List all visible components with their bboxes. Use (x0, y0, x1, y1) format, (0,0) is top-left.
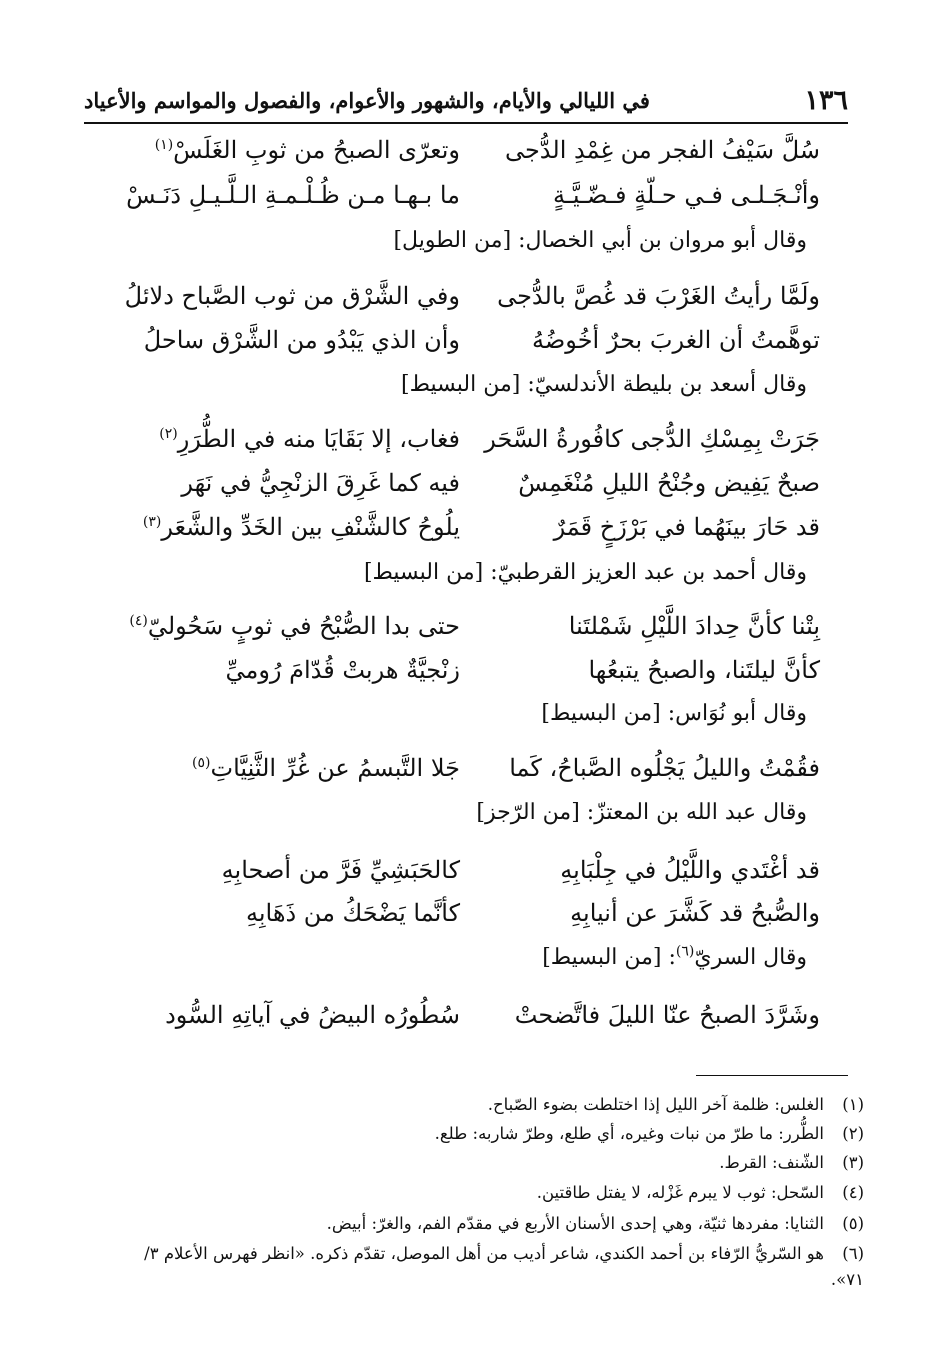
footnote-marker: (٢) (159, 426, 178, 442)
running-title: في الليالي والأيام، والشهور والأعوام، والفصول والمواسم والأعياد (84, 87, 650, 113)
footnote-number: (٦) (842, 1244, 864, 1263)
footnote-marker: (٣) (142, 514, 162, 530)
verse-line (160, 419, 820, 459)
poem-attribution: وقال أسعد بن بليطة الأندلسيّ: [من البسيط] (401, 372, 807, 397)
poem-attribution: وقال أبو مروان بن أبي الخصال: [من الطويل] (393, 228, 807, 253)
footnote-marker: (٥) (192, 755, 211, 771)
verse-line (160, 748, 820, 788)
footnote-text: هو السّريُّ الرّفاء بن أحمد الكندي، شاعر أديب من أهل الموصل، تقدّم ذكره. «انظر فهرس الأعلام ٣/ ٧١». (144, 1244, 864, 1289)
verse-line (143, 320, 820, 360)
verse-first-hemistich: صبحٌ يَفِيض وجُنْحُ الليلِ مُنْغَمِسٌ (518, 469, 820, 497)
verse-first-hemistich: توهَّمتُ أن الغربَ بحرٌ أخُوضُهُ (532, 326, 820, 354)
verse-text: وتعرّى الصبحُ من ثوبِ الغَلَسْ (173, 136, 460, 164)
footnote-separator (696, 1075, 848, 1076)
footnote-number: (٣) (842, 1153, 864, 1172)
verse-line (124, 276, 820, 316)
footnote (114, 1211, 864, 1237)
footnote-text: الشّنف: القرط. (719, 1153, 824, 1172)
verse-first-hemistich: وأنْـجَـلـى فـي حـلّةٍ فـضّـيَّـةٍ (552, 181, 820, 209)
verse-text: يلُوحُ كالشَّنْفِ بين الخَدِّ والشَّعَر (161, 513, 460, 541)
verse-line (160, 850, 820, 890)
verse-second-hemistich (154, 136, 460, 164)
footnote-text: الثنايا: مفردها ثنيّة، وهي إحدى الأسنان الأربع في مقدّم الفم، والغرّ: أبيض. (326, 1214, 824, 1233)
verse-first-hemistich: قد أغْتَدي واللَّيْلُ في جِلْبَابِهِ (560, 856, 820, 884)
verse-line (129, 606, 820, 646)
verse-line (160, 893, 820, 933)
verse-second-hemistich: زنْجيَّةٌ هربتْ قُدّامَ رُوميِّ (225, 656, 460, 684)
verse-text: فغاب، إلا بَقَايَا منه في الطُّرَرِ (177, 425, 460, 453)
verse-second-hemistich: كأنَّما يَضْحَكُ من ذَهَابِهِ (245, 899, 460, 927)
verse-first-hemistich: فقُمْتُ والليلُ يَجْلُوه الصَّباحُ، كَما (509, 754, 820, 782)
verse-first-hemistich: والصُّبحُ قد كَشَّرَ عن أنيابِهِ (570, 899, 820, 927)
verse-first-hemistich: كأنَّ ليلتَنا، والصبحُ يتبعُها (588, 656, 820, 684)
verse-line (160, 650, 820, 690)
footnote-number: (٤) (842, 1183, 864, 1202)
attribution-text: وقال السريّ (694, 945, 807, 970)
footnote (114, 1121, 864, 1147)
footnote-marker: (٦) (675, 943, 695, 960)
verse-first-hemistich: قد حَارَ بينَهُما في بَرْزَخٍ قَمَرٌ (553, 513, 820, 541)
verse-second-hemistich: وفي الشَّرْق من ثوب الصَّباح دلائلُ (124, 282, 460, 310)
footnote (114, 1150, 864, 1176)
verse-second-hemistich: كالحَبَشِيِّ فَرَّ من أصحابِهِ (221, 856, 460, 884)
page-number: ١٣٦ (804, 84, 848, 116)
attribution-text: : [من البسيط] (542, 945, 676, 970)
verse-first-hemistich: وشَرَّدَ الصبحُ عنّا الليلَ فاتَّضحتْ (514, 1001, 820, 1029)
footnote-number: (٥) (842, 1214, 864, 1233)
verse-first-hemistich: ولَمَّا رأيتُ الغَرْبَ قد غُصَّ بالدُّجى (497, 282, 820, 310)
verse-line (142, 507, 820, 547)
verse-line (160, 995, 820, 1035)
verse-first-hemistich: جَرَتْ بِمِسْكِ الدُّجى كافُورةُ السَّحَر (484, 425, 820, 453)
footnote-text: السّحل: ثوب لا يبرم غَزْله، لا يفتل طاقتين. (536, 1183, 824, 1202)
footnote (114, 1180, 864, 1206)
verse-second-hemistich: وأن الذي يَبْدُو من الشَّرْق ساحلُ (143, 326, 460, 354)
footnote-number: (١) (842, 1095, 864, 1114)
verse-line (160, 463, 820, 503)
verse-text: جَلا التَّبسمُ عن غُرِّ الثَّنِيَّاتِ (210, 754, 460, 782)
footnote-marker: (١) (154, 137, 174, 153)
verse-line (154, 130, 820, 170)
verse-second-hemistich: سُطُورُه البيضُ في آياتِهِ السُّود (165, 1001, 460, 1029)
verse-second-hemistich (160, 425, 460, 453)
footnote-text: الطُّرر: ما طرّ من نبات وغيره، أي طلع، وطرّ شاربه: طلع. (434, 1124, 824, 1143)
footnote-number: (٢) (842, 1124, 864, 1143)
verse-first-hemistich: سُلَّ سَيْفُ الفجر من غِمْدِ الدُّجى (504, 136, 820, 164)
poem-attribution: وقال أبو نُوَاس: [من البسيط] (541, 701, 807, 726)
poem-attribution (542, 945, 807, 981)
footnote (114, 1241, 864, 1293)
footnote-marker: (٤) (129, 613, 148, 629)
poem-attribution: وقال عبد الله بن المعتزّ: [من الرّجز] (476, 800, 807, 825)
verse-second-hemistich: فيه كما غَرِقَ الزنْجِيُّ في نَهَر (181, 469, 460, 497)
page-header (84, 78, 848, 124)
verse-text: حتى بدا الصُّبْحُ في ثوبٍ سَحُوليّ (147, 612, 460, 640)
verse-second-hemistich (129, 612, 460, 640)
footnote-text: الغلس: ظلمة آخر الليل إذا اختلطت بضوء الصّباح. (487, 1095, 824, 1114)
verse-second-hemistich: ما بـهـا مـن ظُـلْـمـةِ الـلَّـيـلِ دَنَـسْ (126, 181, 460, 209)
footnote (114, 1092, 864, 1118)
poem-attribution: وقال أحمد بن عبد العزيز القرطبيّ: [من البسيط] (363, 560, 807, 585)
verse-first-hemistich: بِتْنا كأنَّ حِدادَ اللَّيْلِ شَمْلتَنا (568, 612, 820, 640)
verse-second-hemistich (160, 754, 460, 782)
verse-second-hemistich (142, 513, 460, 541)
verse-line (126, 175, 820, 215)
